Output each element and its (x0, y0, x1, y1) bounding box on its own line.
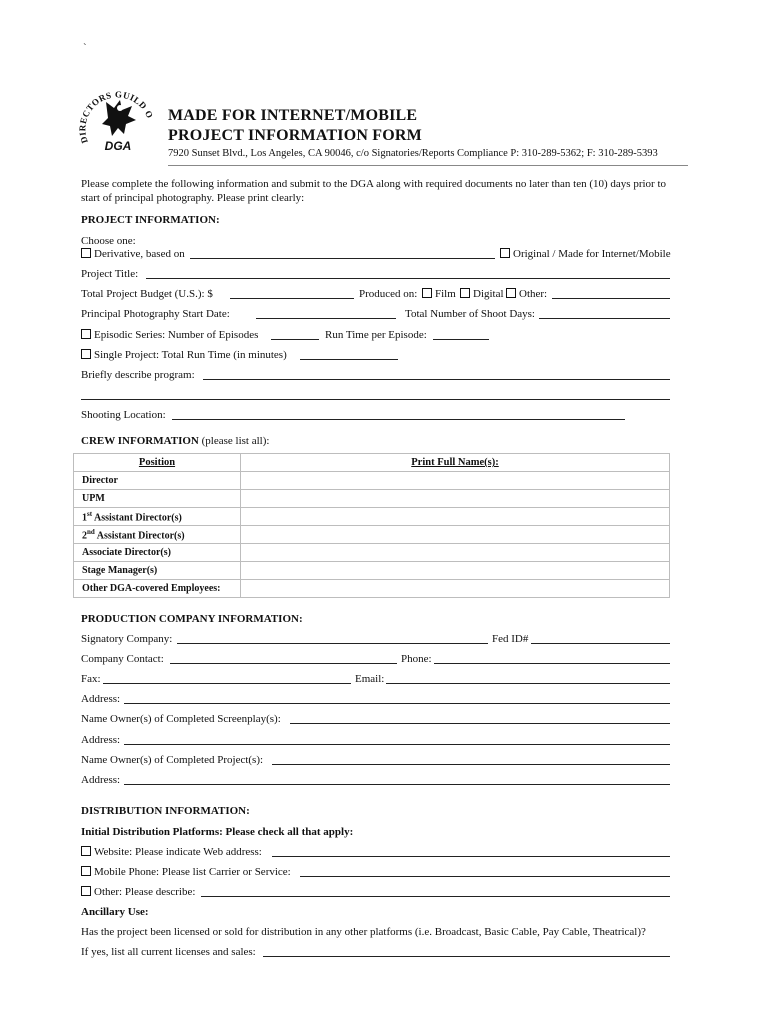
shoot-days-label: Total Number of Shoot Days: (405, 308, 535, 320)
table-row (74, 508, 670, 526)
crew-name-field-other[interactable] (241, 580, 670, 598)
position-header: Position (74, 454, 241, 472)
shoot-days-field[interactable] (539, 318, 670, 319)
crew-position-upm: UPM (74, 490, 241, 508)
fax-label: Fax: (81, 673, 101, 685)
other-distribution-option[interactable]: Other: Please describe: (81, 886, 195, 899)
original-checkbox[interactable] (500, 248, 510, 258)
crew-name-field-1st-ad[interactable] (241, 508, 670, 526)
intro-line2: start of principal photography. Please print clearly: (81, 192, 305, 204)
single-project-option[interactable]: Single Project: Total Run Time (in minutes) (81, 349, 287, 362)
screenplay-owner-address-label: Address: (81, 734, 121, 746)
mobile-checkbox[interactable] (81, 866, 91, 876)
form-title-line1: MADE FOR INTERNET/MOBILE (168, 107, 418, 124)
header-rule (168, 165, 688, 166)
budget-label: Total Project Budget (U.S.): $ (81, 288, 213, 300)
company-address-label: Address: (81, 693, 121, 705)
table-row (74, 490, 670, 508)
table-row (74, 526, 670, 544)
budget-field[interactable] (230, 298, 354, 299)
names-header: Print Full Name(s): (241, 454, 670, 472)
website-checkbox[interactable] (81, 846, 91, 856)
company-info-heading: PRODUCTION COMPANY INFORMATION: (81, 613, 303, 625)
shooting-location-field[interactable] (172, 419, 625, 420)
total-run-time-field[interactable] (300, 359, 398, 360)
start-date-field[interactable] (256, 318, 396, 319)
project-owner-label: Name Owner(s) of Completed Project(s): (81, 754, 264, 766)
svg-text:DGA: DGA (104, 139, 132, 153)
company-contact-field[interactable] (170, 663, 397, 664)
digital-option[interactable]: Digital (460, 288, 504, 301)
crew-position-director: Director (74, 472, 241, 490)
screenplay-owner-field[interactable] (290, 723, 670, 724)
stray-mark: ` (83, 42, 87, 54)
derivative-option[interactable]: Derivative, based on (81, 248, 185, 261)
distribution-info-heading: DISTRIBUTION INFORMATION: (81, 805, 250, 817)
table-row (74, 472, 670, 490)
crew-name-field-director[interactable] (241, 472, 670, 490)
email-field[interactable] (386, 683, 670, 684)
signatory-field[interactable] (177, 643, 488, 644)
table-row (74, 544, 670, 562)
project-title-label: Project Title: (81, 268, 139, 280)
dga-logo (76, 80, 160, 158)
header-address: 7920 Sunset Blvd., Los Angeles, CA 90046, c/o Signatories/Reports Compliance P: 310-289-5362; F: 310-289-5393 (168, 148, 658, 159)
crew-name-field-2nd-ad[interactable] (241, 526, 670, 544)
crew-position-stage-manager: Stage Manager(s) (74, 562, 241, 580)
crew-name-field-stage-manager[interactable] (241, 562, 670, 580)
start-date-label: Principal Photography Start Date: (81, 308, 230, 320)
table-row (74, 580, 670, 598)
mobile-field[interactable] (300, 876, 670, 877)
other-distribution-field[interactable] (201, 896, 670, 897)
produced-on-label: Produced on: (359, 288, 418, 300)
other-format-field[interactable] (552, 298, 670, 299)
film-option[interactable]: Film (422, 288, 456, 301)
crew-position-2nd-ad: 2nd Assistant Director(s) (74, 526, 241, 544)
crew-position-associate-director: Associate Director(s) (74, 544, 241, 562)
screenplay-owner-label: Name Owner(s) of Completed Screenplay(s): (81, 713, 281, 725)
intro-line1: Please complete the following information and submit to the DGA along with required documents no later than ten (10) days prior to (81, 178, 667, 190)
derivative-checkbox[interactable] (81, 248, 91, 258)
film-checkbox[interactable] (422, 288, 432, 298)
phone-label: Phone: (401, 653, 432, 665)
describe-field-line2[interactable] (81, 399, 670, 400)
fed-id-label: Fed ID# (492, 633, 529, 645)
crew-position-1st-ad: 1st Assistant Director(s) (74, 508, 241, 526)
website-option[interactable]: Website: Please indicate Web address: (81, 846, 262, 859)
project-owner-field[interactable] (272, 764, 670, 765)
original-option[interactable]: Original / Made for Internet/Mobile (500, 248, 671, 261)
table-row (74, 562, 670, 580)
company-address-field[interactable] (124, 703, 670, 704)
crew-position-other: Other DGA-covered Employees: (74, 580, 241, 598)
single-project-checkbox[interactable] (81, 349, 91, 359)
project-owner-address-field[interactable] (124, 784, 670, 785)
form-title-line2: PROJECT INFORMATION FORM (168, 127, 422, 144)
phone-field[interactable] (434, 663, 670, 664)
digital-checkbox[interactable] (460, 288, 470, 298)
signatory-label: Signatory Company: (81, 633, 173, 645)
episodes-count-field[interactable] (271, 339, 319, 340)
run-time-episode-field[interactable] (433, 339, 489, 340)
crew-name-field-associate-director[interactable] (241, 544, 670, 562)
other-distribution-checkbox[interactable] (81, 886, 91, 896)
company-contact-label: Company Contact: (81, 653, 164, 665)
crew-table (73, 453, 670, 598)
dga-eagle-seal-icon (76, 80, 160, 158)
licensed-question: Has the project been licensed or sold for distribution in any other platforms (i.e. Broadcast, Basic Cable, Pay Cable, Theatrical)? (81, 926, 646, 938)
crew-info-heading: CREW INFORMATION (please list all): (81, 435, 270, 447)
episodic-option[interactable]: Episodic Series: Number of Episodes (81, 329, 258, 342)
mobile-option[interactable]: Mobile Phone: Please list Carrier or Service: (81, 866, 291, 879)
other-format-checkbox[interactable] (506, 288, 516, 298)
project-info-heading: PROJECT INFORMATION: (81, 214, 220, 226)
platforms-heading: Initial Distribution Platforms: Please check all that apply: (81, 826, 354, 838)
crew-header-row (74, 454, 670, 472)
svg-text:DIRECTORS GUILD OF AMERICA: DIRECTORS GUILD O (77, 89, 156, 145)
shooting-location-label: Shooting Location: (81, 409, 166, 421)
describe-field-line1[interactable] (203, 379, 670, 380)
episodic-checkbox[interactable] (81, 329, 91, 339)
fax-field[interactable] (103, 683, 351, 684)
describe-label: Briefly describe program: (81, 369, 195, 381)
website-field[interactable] (272, 856, 670, 857)
licenses-field[interactable] (263, 956, 670, 957)
ancillary-heading: Ancillary Use: (81, 906, 149, 918)
project-owner-address-label: Address: (81, 774, 121, 786)
derivative-field[interactable] (190, 258, 495, 259)
project-title-field[interactable] (146, 278, 670, 279)
screenplay-owner-address-field[interactable] (124, 744, 670, 745)
choose-one-label: Choose one: (81, 235, 136, 247)
email-label: Email: (355, 673, 385, 685)
licenses-label: If yes, list all current licenses and sales: (81, 946, 256, 958)
run-time-episode-label: Run Time per Episode: (325, 329, 427, 341)
crew-name-field-upm[interactable] (241, 490, 670, 508)
fed-id-field[interactable] (531, 643, 670, 644)
other-format-option[interactable]: Other: (506, 288, 547, 301)
